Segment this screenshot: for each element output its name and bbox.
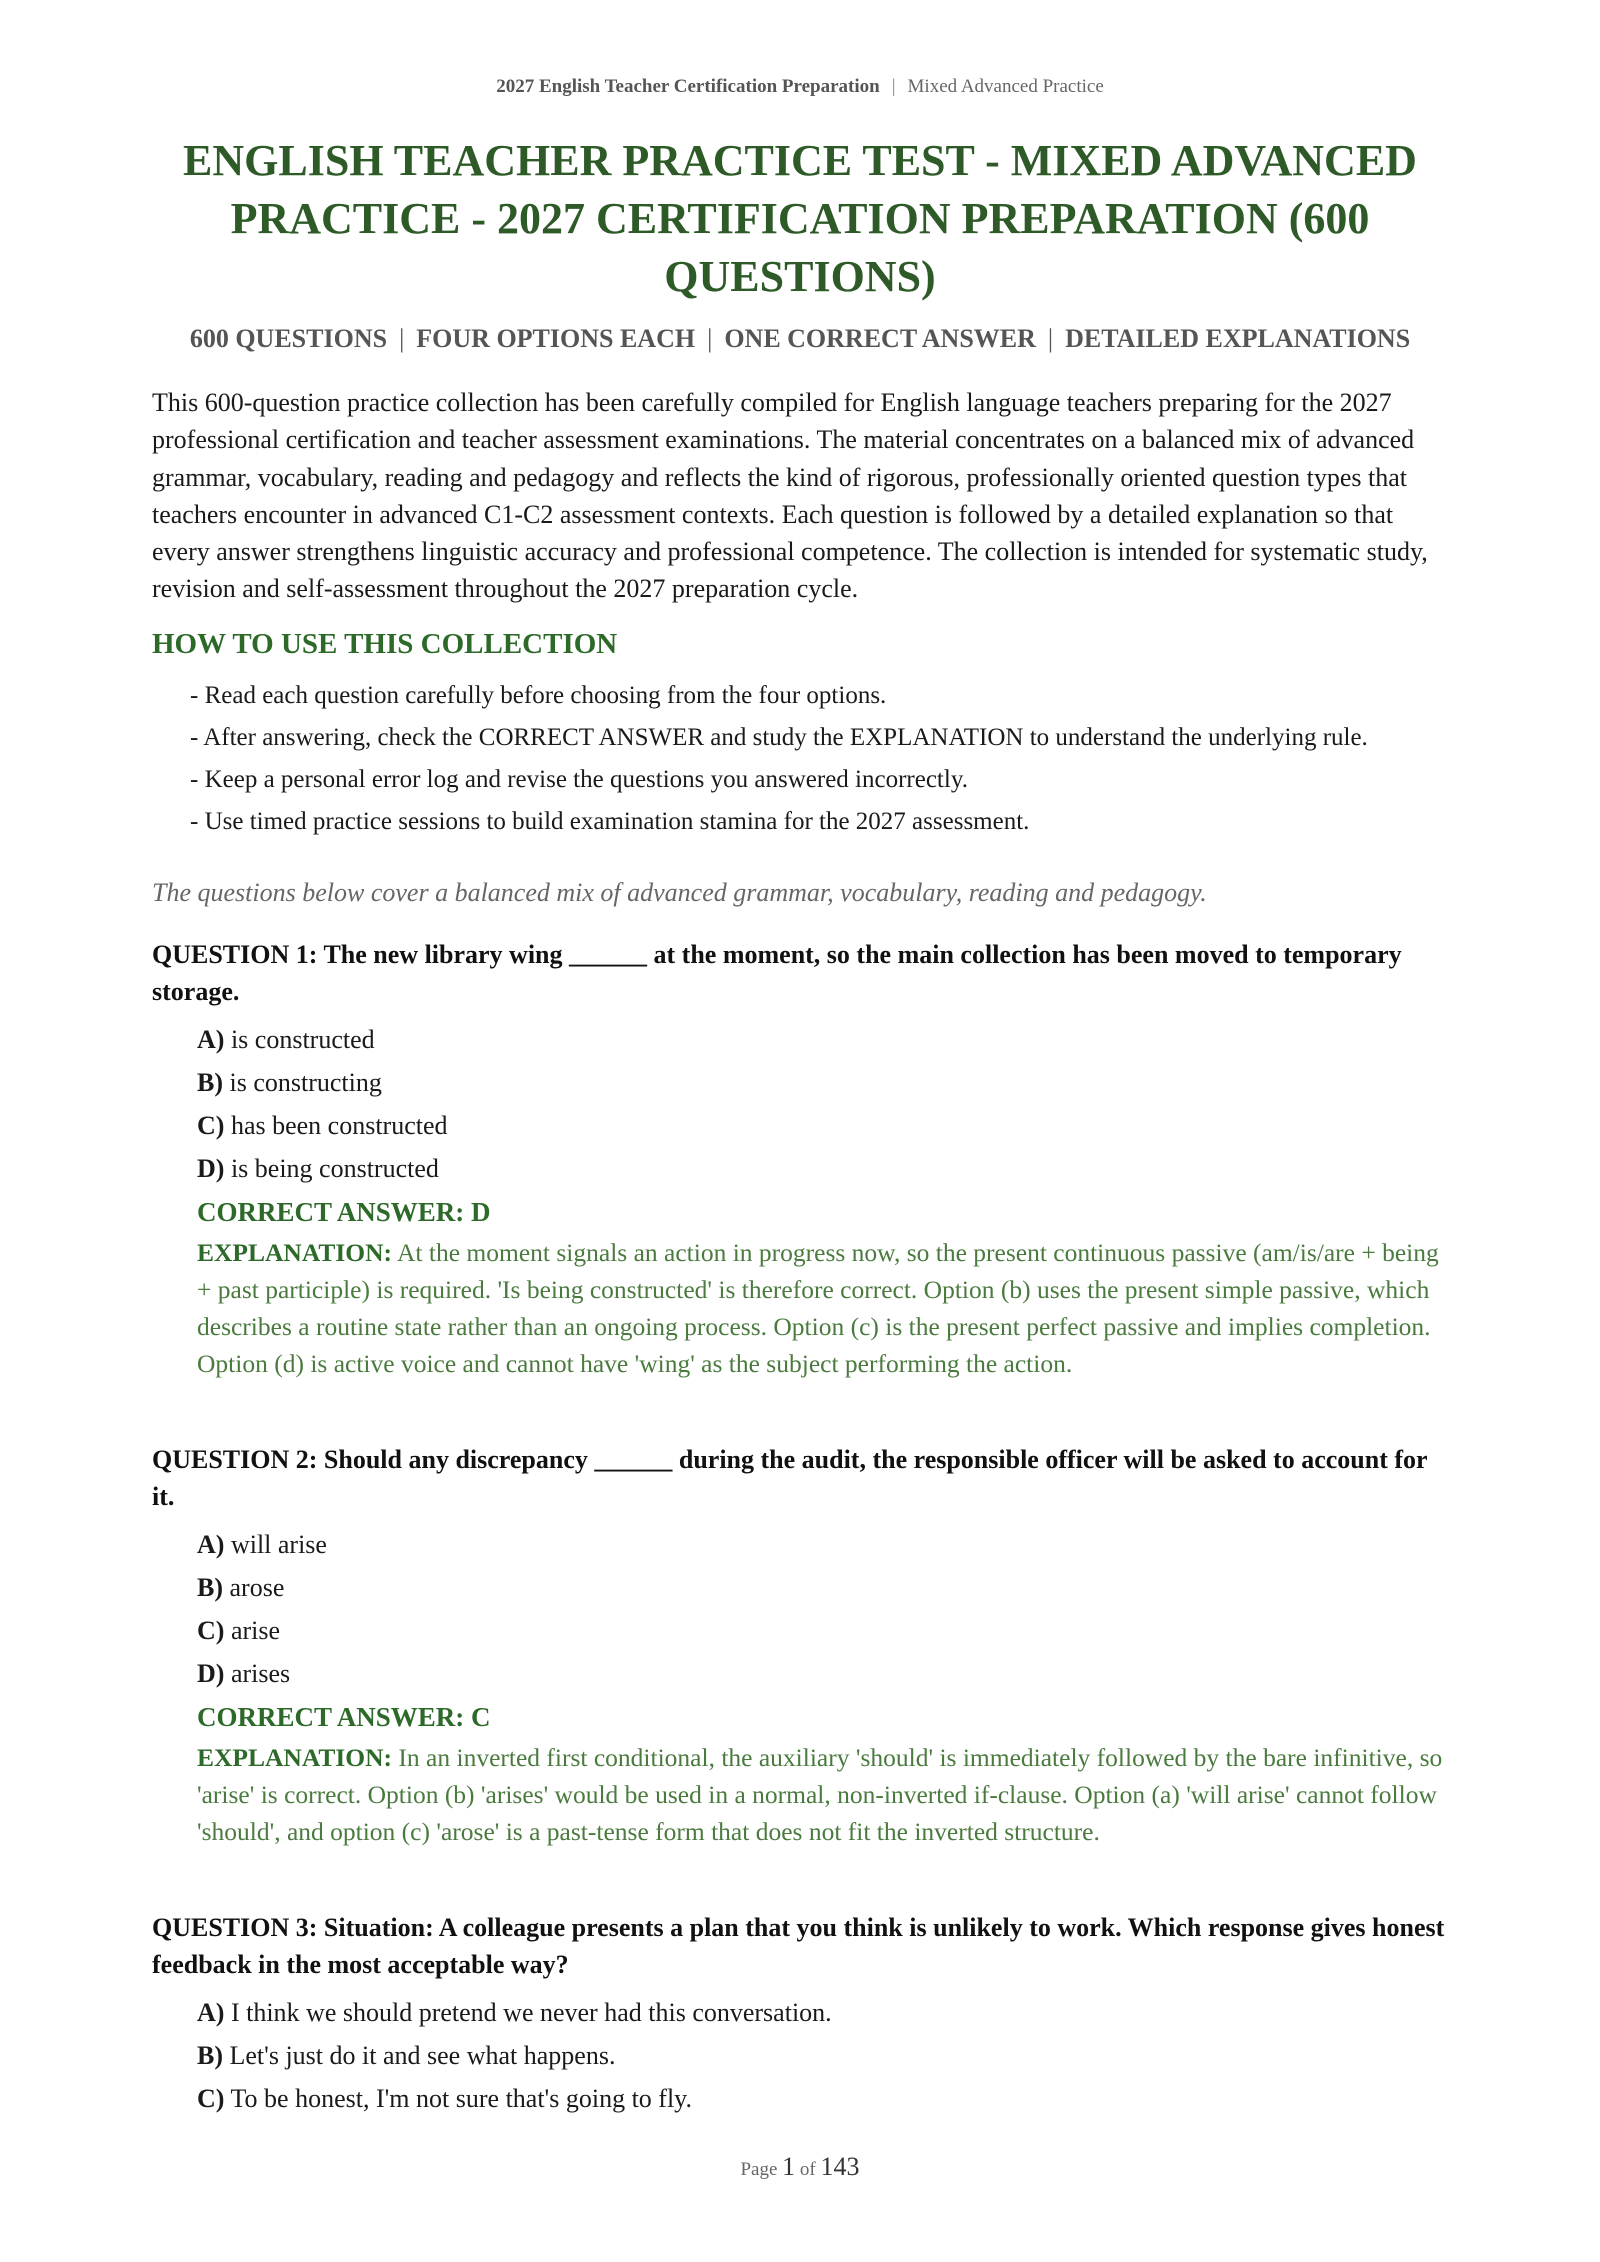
option-text: I think we should pretend we never had this conversation. bbox=[230, 1998, 832, 2027]
explanation bbox=[197, 1739, 1448, 1850]
explanation-label: EXPLANATION: bbox=[197, 1743, 393, 1772]
explanation-text: In an inverted first conditional, the auxiliary 'should' is immediately followed by the bare infinitive, so 'arise' is correct. Option (b) 'arises' would be used in a normal, non-inverted if-clause. Option (a) 'will arise' cannot follow 'should', and option (c) 'arose' is a past-tense form that does not fit the inverted structure. bbox=[197, 1743, 1443, 1846]
subtitle-item: 600 QUESTIONS bbox=[189, 324, 388, 353]
option-list bbox=[197, 1991, 1448, 2120]
option-text: arise bbox=[230, 1616, 281, 1645]
option-letter: B) bbox=[197, 1068, 223, 1097]
option-text: Let's just do it and see what happens. bbox=[229, 2041, 616, 2070]
total-page-count: 143 bbox=[820, 2152, 860, 2181]
question-text: QUESTION 1: The new library wing ______ at the moment, so the main collection has been moved to temporary storage. bbox=[152, 940, 1402, 1006]
howto-item: - After answering, check the CORRECT ANSWER and study the EXPLANATION to understand the underlying rule. bbox=[190, 724, 1368, 751]
option-list bbox=[197, 1523, 1448, 1695]
option-a bbox=[197, 1991, 1448, 2034]
option-text: will arise bbox=[230, 1530, 327, 1559]
option-text: To be honest, I'm not sure that's going to fly. bbox=[230, 2084, 692, 2113]
option-b bbox=[197, 2034, 1448, 2077]
header-separator: | bbox=[891, 76, 896, 97]
option-c bbox=[197, 2077, 1448, 2120]
explanation-text: At the moment signals an action in progress now, so the present continuous passive (am/is/are + being + past participle) is required. 'Is being constructed' is therefore correct. Option (b) uses the present simple passive, which describes a routine state rather than an ongoing process. Option (c) is the present perfect passive and implies completion. Option (d) is active voice and cannot have 'wing' as the subject performing the action. bbox=[197, 1238, 1439, 1378]
option-c bbox=[197, 1609, 1448, 1652]
option-letter: D) bbox=[197, 1154, 225, 1183]
option-d bbox=[197, 1147, 1448, 1190]
explanation bbox=[197, 1234, 1448, 1382]
option-b bbox=[197, 1566, 1448, 1609]
howto-list bbox=[190, 678, 1448, 846]
header-section: Mixed Advanced Practice bbox=[907, 76, 1104, 97]
subtitle-item: FOUR OPTIONS EACH bbox=[416, 324, 696, 353]
question-1 bbox=[152, 936, 1448, 1382]
option-letter: B) bbox=[197, 2041, 223, 2070]
option-c bbox=[197, 1104, 1448, 1147]
correct-answer: CORRECT ANSWER: C bbox=[197, 1702, 491, 1732]
document-subtitle bbox=[152, 324, 1448, 354]
option-text: arises bbox=[230, 1659, 291, 1688]
document-page bbox=[152, 0, 1448, 2262]
subtitle-separator: | bbox=[399, 324, 405, 353]
option-a bbox=[197, 1523, 1448, 1566]
of-word: of bbox=[799, 2159, 816, 2180]
intro-paragraph: This 600-question practice collection has been carefully compiled for English language teachers preparing for the 2027 professional certification and teacher assessment examinations. The material concentrates on a balanced mix of advanced grammar, vocabulary, reading and pedagogy and reflects the kind of rigorous, professionally oriented question types that teachers encounter in advanced C1-C2 assessment contexts. Each question is followed by a detailed explanation so that every answer strengthens linguistic accuracy and professional competence. The collection is intended for systematic study, revision and self-assessment throughout the 2027 preparation cycle. bbox=[152, 388, 1428, 604]
explanation-label: EXPLANATION: bbox=[197, 1238, 393, 1267]
option-letter: C) bbox=[197, 1111, 225, 1140]
howto-heading: HOW TO USE THIS COLLECTION bbox=[152, 628, 618, 660]
option-letter: C) bbox=[197, 1616, 225, 1645]
option-text: is being constructed bbox=[230, 1154, 439, 1183]
option-b bbox=[197, 1061, 1448, 1104]
option-text: is constructing bbox=[229, 1068, 382, 1097]
option-d bbox=[197, 1652, 1448, 1695]
running-header bbox=[152, 76, 1448, 98]
subtitle-separator: | bbox=[707, 324, 713, 353]
page-footer bbox=[152, 2152, 1448, 2182]
question-2 bbox=[152, 1441, 1448, 1850]
subtitle-separator: | bbox=[1047, 324, 1054, 353]
option-letter: A) bbox=[197, 1025, 225, 1054]
page-word: Page bbox=[740, 2159, 778, 2180]
correct-answer: CORRECT ANSWER: D bbox=[197, 1197, 491, 1227]
option-text: arose bbox=[229, 1573, 285, 1602]
howto-item: - Use timed practice sessions to build examination stamina for the 2027 assessment. bbox=[190, 808, 1030, 835]
subtitle-item: ONE CORRECT ANSWER bbox=[724, 324, 1036, 353]
option-letter: A) bbox=[197, 1998, 225, 2027]
option-letter: C) bbox=[197, 2084, 225, 2113]
header-title: 2027 English Teacher Certification Preparation bbox=[496, 76, 880, 97]
option-text: has been constructed bbox=[230, 1111, 448, 1140]
option-letter: B) bbox=[197, 1573, 223, 1602]
collection-note: The questions below cover a balanced mix of advanced grammar, vocabulary, reading and pedagogy. bbox=[152, 878, 1207, 907]
question-3 bbox=[152, 1909, 1448, 2120]
option-letter: A) bbox=[197, 1530, 225, 1559]
option-text: is constructed bbox=[230, 1025, 375, 1054]
question-text: QUESTION 3: Situation: A colleague presents a plan that you think is unlikely to work. Which response gives honest feedback in the most acceptable way? bbox=[152, 1913, 1445, 1979]
document-title: ENGLISH TEACHER PRACTICE TEST - MIXED ADVANCED PRACTICE - 2027 CERTIFICATION PREPARATION (600 QUESTIONS) bbox=[183, 136, 1417, 301]
option-list bbox=[197, 1018, 1448, 1190]
option-letter: D) bbox=[197, 1659, 225, 1688]
question-text: QUESTION 2: Should any discrepancy ______ during the audit, the responsible officer will be asked to account for it. bbox=[152, 1445, 1428, 1511]
subtitle-item: DETAILED EXPLANATIONS bbox=[1065, 324, 1411, 353]
option-a bbox=[197, 1018, 1448, 1061]
current-page-number: 1 bbox=[782, 2152, 796, 2181]
howto-item: - Keep a personal error log and revise the questions you answered incorrectly. bbox=[190, 766, 968, 793]
howto-item: - Read each question carefully before choosing from the four options. bbox=[190, 682, 887, 709]
